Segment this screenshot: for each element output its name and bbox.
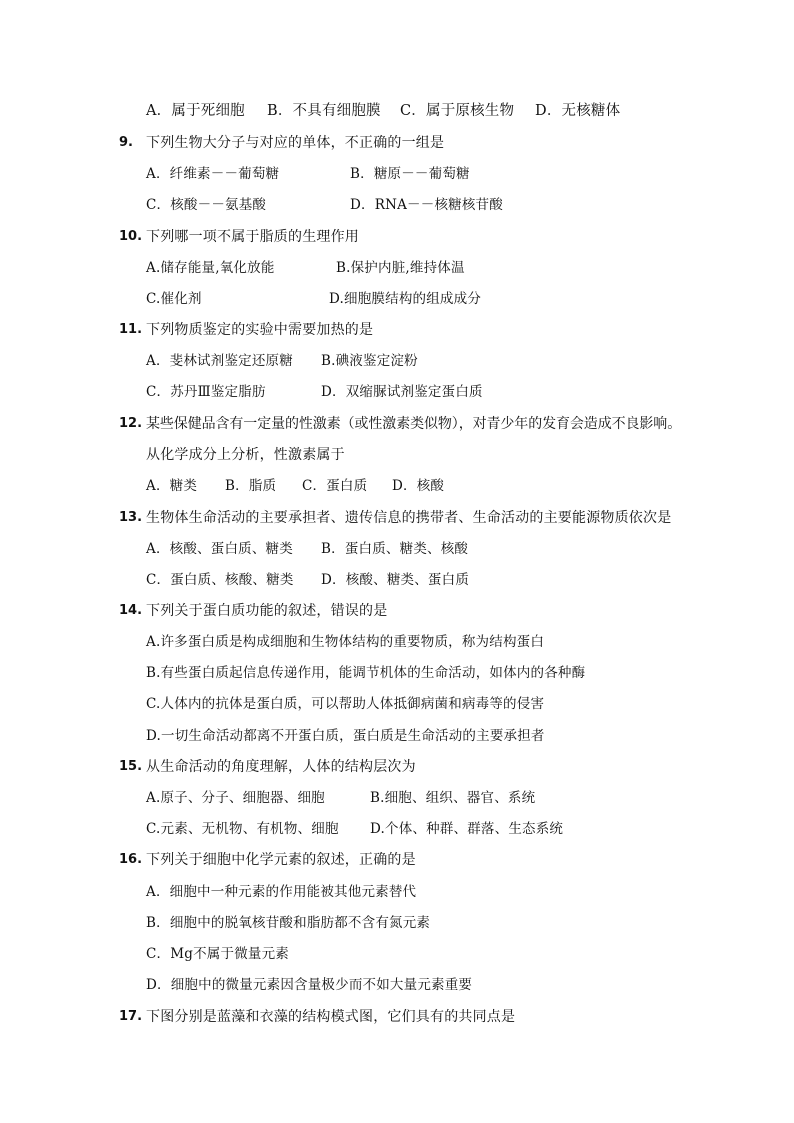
question-number: 16. xyxy=(119,852,143,867)
option-a: A．斐林试剂鉴定还原糖 xyxy=(146,353,293,369)
question-number: 13. xyxy=(119,510,143,525)
option-c: C．蛋白质、核酸、糖类 xyxy=(146,572,294,588)
option-b: B.碘液鉴定淀粉 xyxy=(321,353,418,369)
option-a: A.许多蛋白质是构成细胞和生物体结构的重要物质，称为结构蛋白 xyxy=(146,634,545,650)
option-c: C.人体内的抗体是蛋白质，可以帮助人体抵御病菌和病毒等的侵害 xyxy=(146,696,545,712)
option-c: C．核酸－－氨基酸 xyxy=(146,197,267,213)
question-number: 10. xyxy=(119,229,143,244)
option-a: A．糖类 xyxy=(146,478,198,494)
question-stem: 某些保健品含有一定量的性激素（或性激素类似物），对青少年的发育会造成不良影响。 xyxy=(146,416,682,432)
option-a: A．纤维素－－葡萄糖 xyxy=(146,166,280,182)
question-stem: 生物体生命活动的主要承担者、遗传信息的携带者、生命活动的主要能源物质依次是 xyxy=(146,510,672,526)
option-d: D．核酸 xyxy=(392,478,445,494)
question-stem: 下列生物大分子与对应的单体，不正确的一组是 xyxy=(146,135,445,151)
question-stem-continued: 从化学成分上分析，性激素属于 xyxy=(146,447,345,463)
option-d: D．RNA－－核糖核苷酸 xyxy=(350,197,503,213)
q8-option-c: C．属于原核生物 xyxy=(400,103,515,119)
option-b: B．脂质 xyxy=(225,478,277,494)
option-a: A．核酸、蛋白质、糖类 xyxy=(146,541,293,557)
question-stem: 下列哪一项不属于脂质的生理作用 xyxy=(146,229,359,245)
option-c: C.元素、无机物、有机物、细胞 xyxy=(146,821,339,837)
option-c: C．苏丹Ⅲ鉴定脂肪 xyxy=(146,384,266,400)
question-number: 11. xyxy=(119,322,143,337)
option-b: B．蛋白质、糖类、核酸 xyxy=(321,541,469,557)
option-d: D.一切生命活动都离不开蛋白质，蛋白质是生命活动的主要承担者 xyxy=(146,728,545,744)
option-b: B.细胞、组织、器官、系统 xyxy=(370,790,536,806)
option-b: B．细胞中的脱氧核苷酸和脂肪都不含有氮元素 xyxy=(146,915,431,931)
question-number: 17. xyxy=(119,1009,143,1024)
option-a: A．细胞中一种元素的作用能被其他元素替代 xyxy=(146,884,417,900)
question-number: 12. xyxy=(119,416,143,431)
option-b: B．糖原－－葡萄糖 xyxy=(350,166,470,182)
q8-option-d: D．无核糖体 xyxy=(535,103,621,119)
option-b: B.保护内脏,维持体温 xyxy=(336,260,465,276)
q8-option-b: B．不具有细胞膜 xyxy=(267,103,381,119)
question-stem: 从生命活动的角度理解，人体的结构层次为 xyxy=(146,759,416,775)
option-d: D．细胞中的微量元素因含量极少而不如大量元素重要 xyxy=(146,977,473,993)
option-c: C．Mg不属于微量元素 xyxy=(146,946,289,962)
question-number: 14. xyxy=(119,603,143,618)
option-d: D．双缩脲试剂鉴定蛋白质 xyxy=(321,384,483,400)
q8-option-a: A．属于死细胞 xyxy=(146,103,245,119)
option-c: C.催化剂 xyxy=(146,291,202,307)
question-number: 9. xyxy=(119,135,133,150)
question-stem: 下列关于细胞中化学元素的叙述，正确的是 xyxy=(146,852,416,868)
question-stem: 下列关于蛋白质功能的叙述，错误的是 xyxy=(146,603,388,619)
option-b: B.有些蛋白质起信息传递作用，能调节机体的生命活动，如体内的各种酶 xyxy=(146,665,586,681)
option-c: C．蛋白质 xyxy=(302,478,368,494)
question-number: 15. xyxy=(119,759,143,774)
question-stem: 下图分别是蓝藻和衣藻的结构模式图，它们具有的共同点是 xyxy=(146,1009,516,1025)
option-d: D.细胞膜结构的组成成分 xyxy=(329,291,482,307)
option-a: A.原子、分子、细胞器、细胞 xyxy=(146,790,325,806)
option-d: D．核酸、糖类、蛋白质 xyxy=(321,572,470,588)
option-d: D.个体、种群、群落、生态系统 xyxy=(370,821,564,837)
option-a: A.储存能量,氧化放能 xyxy=(146,260,275,276)
question-stem: 下列物质鉴定的实验中需要加热的是 xyxy=(146,322,374,338)
